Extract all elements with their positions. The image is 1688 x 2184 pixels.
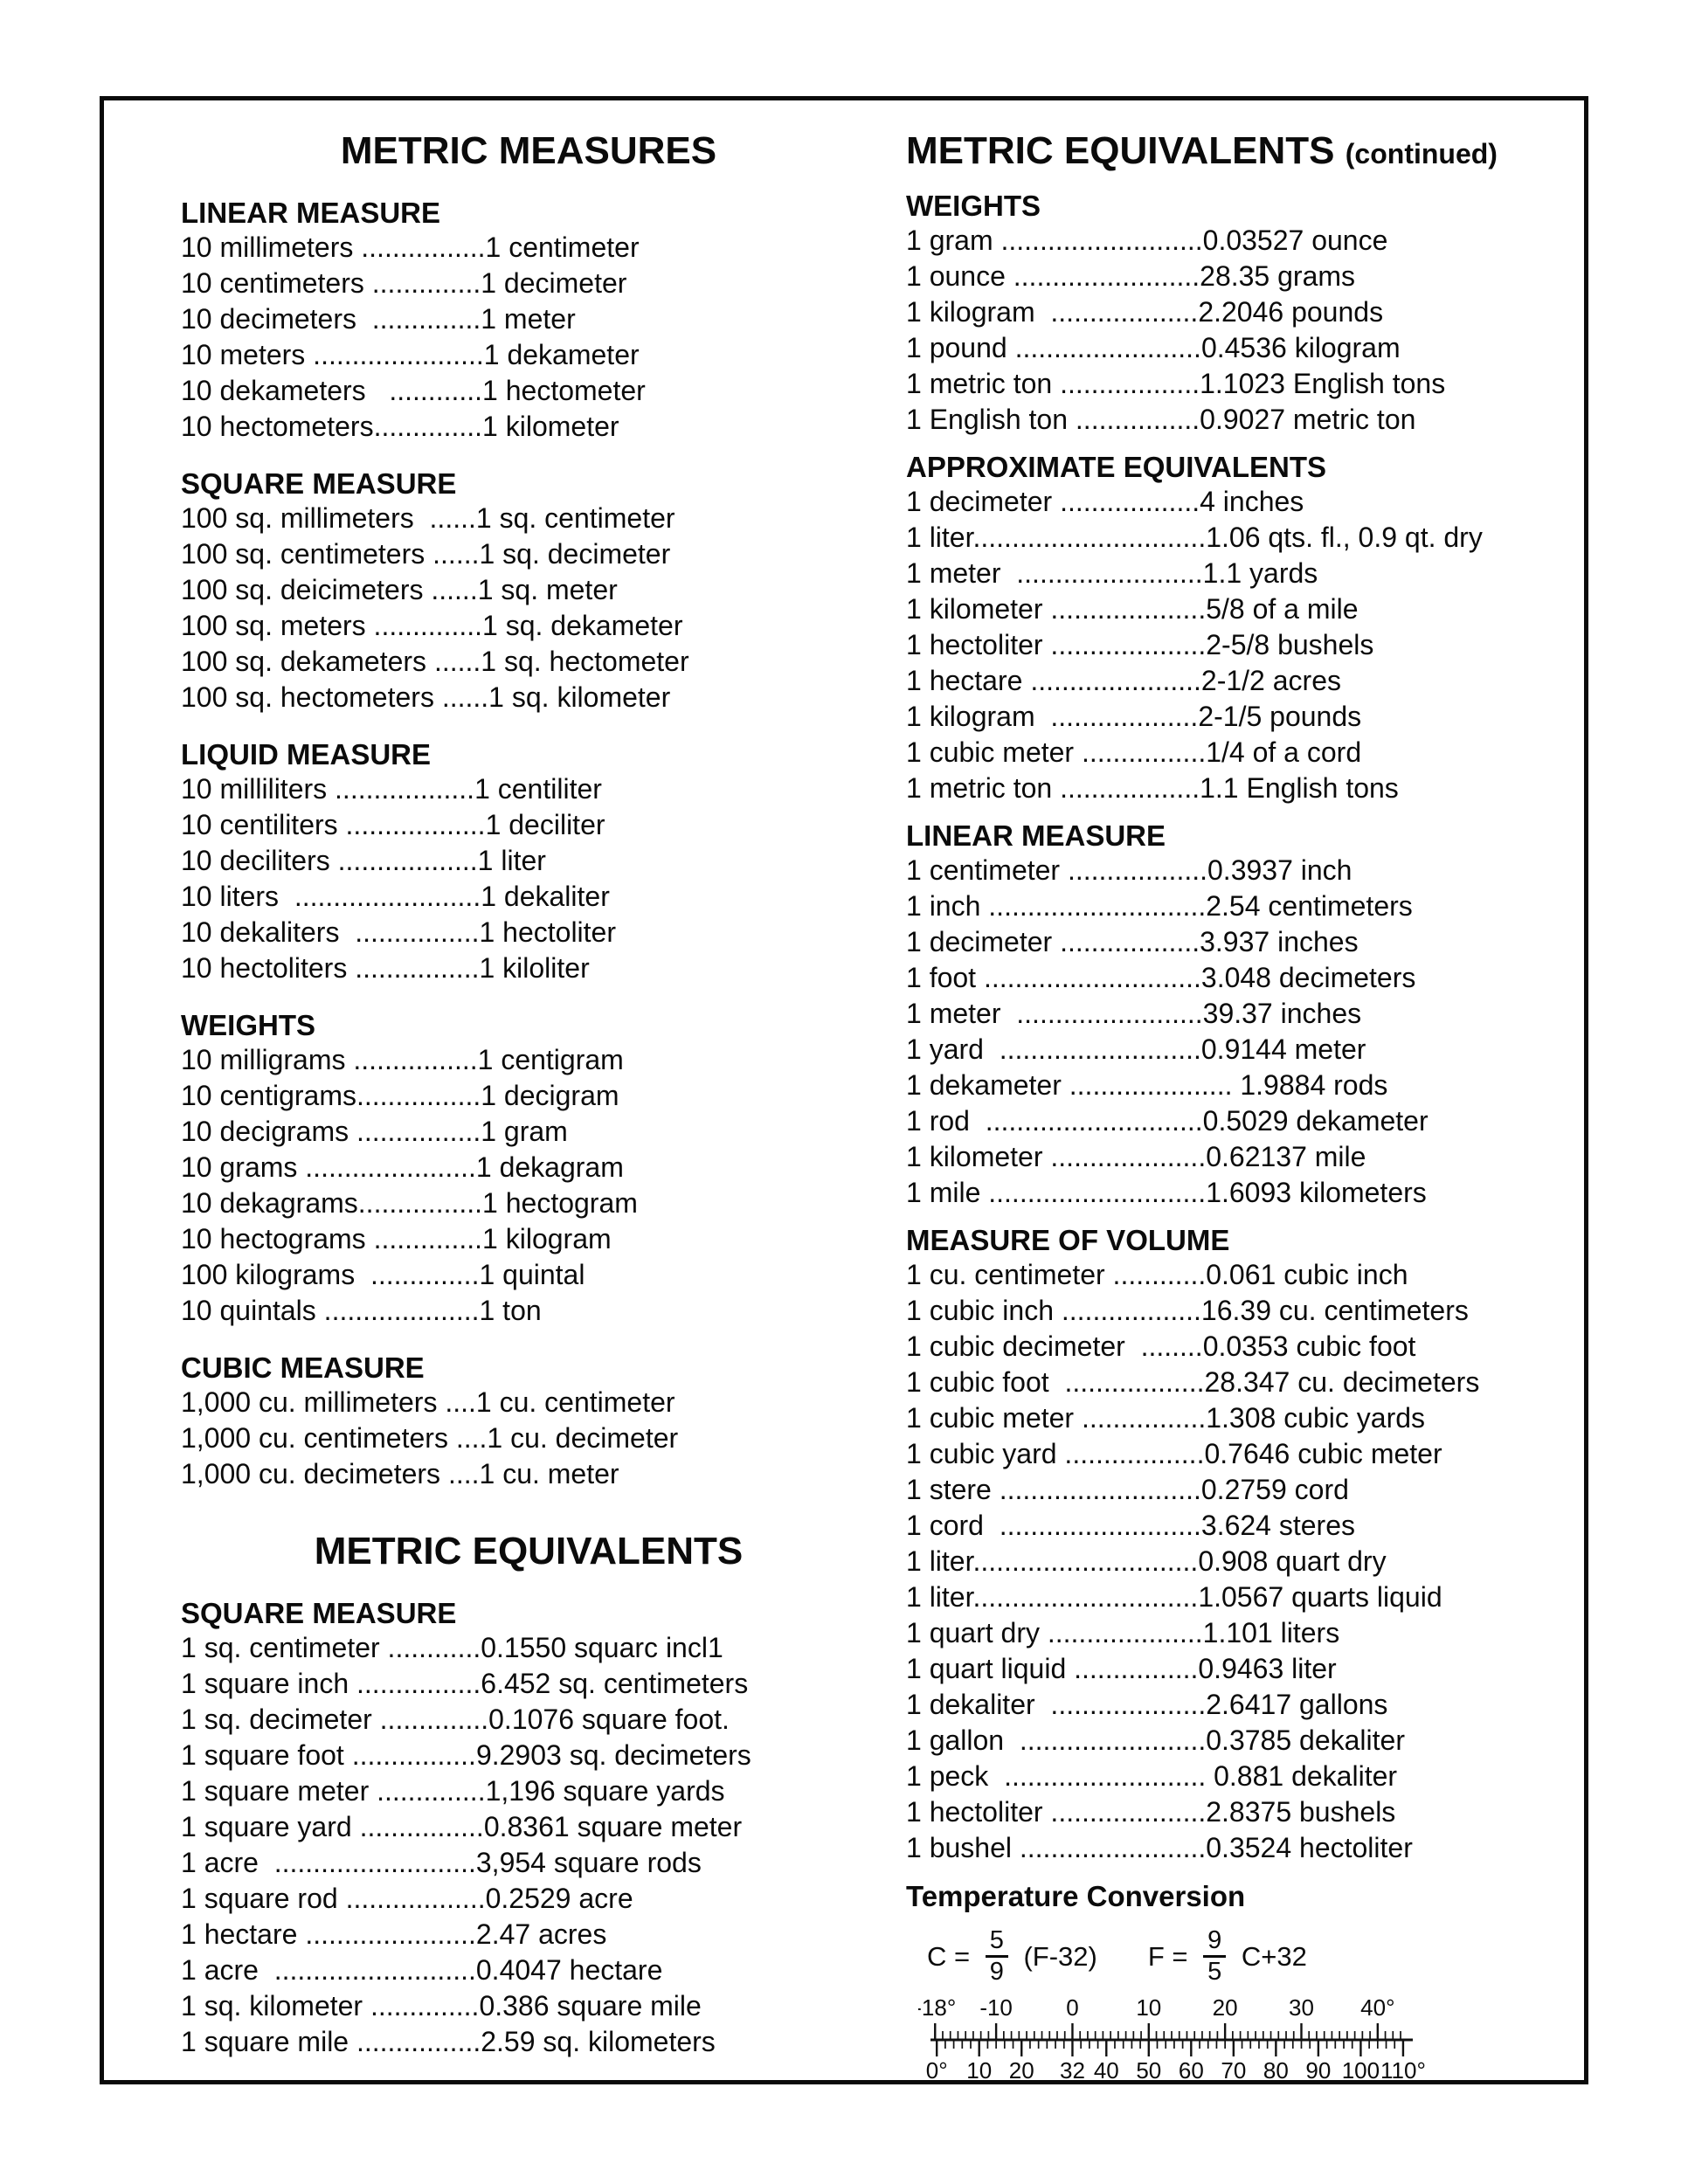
measure-row: 100 sq. deicimeters ......1 sq. meter xyxy=(181,574,618,605)
column-title xyxy=(181,1529,876,1574)
measure-row: 10 liters ........................1 dekaliter xyxy=(181,881,610,912)
fahrenheit-label: 50 xyxy=(1136,2057,1162,2084)
measure-row: 10 hectoliters ................1 kiloliter xyxy=(181,952,590,984)
section-square-measure xyxy=(181,467,876,715)
section-weights xyxy=(906,190,1586,438)
measure-row: 1 hectoliter ....................2.8375 bushels xyxy=(906,1796,1396,1828)
column-title-text: METRIC EQUIVALENTS xyxy=(314,1530,744,1572)
measure-row: 1 mile ............................1.6093 kilometers xyxy=(906,1177,1427,1208)
measure-row: 1 square yard ................0.8361 square meter xyxy=(181,1811,743,1842)
measure-row: 100 kilograms ..............1 quintal xyxy=(181,1259,585,1290)
formula-lhs: C = xyxy=(927,1940,978,1972)
section-heading: SQUARE MEASURE xyxy=(181,467,457,500)
section-liquid-measure xyxy=(181,738,876,986)
measure-row: 10 decigrams ................1 gram xyxy=(181,1116,568,1147)
measure-row: 1 centimeter ..................0.3937 inch xyxy=(906,854,1352,886)
right-column xyxy=(906,100,1586,2084)
fahrenheit-label: 40 xyxy=(1093,2057,1119,2084)
measure-row: 10 millimeters ................1 centimeter xyxy=(181,232,640,263)
measure-row: 1 kilogram ...................2.2046 pounds xyxy=(906,296,1384,328)
fahrenheit-label: 90 xyxy=(1305,2057,1332,2084)
celsius-label: -18° xyxy=(918,1994,957,2021)
section-heading: CUBIC MEASURE xyxy=(181,1351,425,1384)
celsius-label: 40° xyxy=(1360,1994,1395,2021)
measure-row: 1 kilometer ....................5/8 of a mile xyxy=(906,593,1359,625)
section-rows xyxy=(906,853,1586,1211)
fahrenheit-label: 70 xyxy=(1221,2057,1247,2084)
fahrenheit-label: 32 xyxy=(1059,2057,1085,2084)
formula-denominator: 9 xyxy=(989,1958,1004,1986)
measure-row: 10 deciliters ..................1 liter xyxy=(181,845,546,876)
measure-row: 1 square meter ..............1,196 square yards xyxy=(181,1775,725,1807)
temperature-heading: Temperature Conversion xyxy=(906,1880,1246,1912)
measure-row: 100 sq. hectometers ......1 sq. kilometer xyxy=(181,681,671,713)
formula-rhs: (F-32) xyxy=(1015,1940,1097,1972)
measure-row: 1 square foot ................9.2903 sq. decimeters xyxy=(181,1739,751,1771)
measure-row: 1 foot ............................3.048 decimeters xyxy=(906,962,1416,993)
column-title xyxy=(181,128,876,174)
measure-row: 1 English ton ................0.9027 metric ton xyxy=(906,404,1416,435)
measure-row: 1 quart liquid ................0.9463 liter xyxy=(906,1653,1337,1684)
celsius-label: 30 xyxy=(1289,1994,1314,2021)
measure-row: 1 gram ..........................0.03527 ounce xyxy=(906,225,1388,256)
measure-row: 10 decimeters ..............1 meter xyxy=(181,303,576,335)
measure-row: 1 kilogram ...................2-1/5 pounds xyxy=(906,701,1362,732)
section-heading: MEASURE OF VOLUME xyxy=(906,1224,1230,1256)
measure-row: 1 hectare ......................2.47 acres xyxy=(181,1918,607,1950)
section-heading: APPROXIMATE EQUIVALENTS xyxy=(906,451,1326,483)
measure-row: 1 cubic foot ..................28.347 cu. decimeters xyxy=(906,1366,1480,1398)
section-rows xyxy=(181,230,876,445)
formula-fraction xyxy=(986,1927,1008,1986)
section-rows xyxy=(181,1042,876,1329)
measure-row: 1 metric ton ..................1.1 English tons xyxy=(906,772,1399,804)
measure-row: 1 ounce ........................28.35 grams xyxy=(906,260,1356,292)
measure-row: 1 meter ........................39.37 inches xyxy=(906,998,1362,1029)
column-title-text: METRIC MEASURES xyxy=(340,129,717,172)
section-rows xyxy=(906,484,1586,806)
measure-row: 1 peck .......................... 0.881 dekaliter xyxy=(906,1760,1398,1792)
measure-row: 1 decimeter ..................3.937 inches xyxy=(906,926,1359,957)
fahrenheit-label: 60 xyxy=(1178,2057,1204,2084)
measure-row: 10 hectometers..............1 kilometer xyxy=(181,411,619,442)
fahrenheit-label: 0° xyxy=(925,2057,948,2084)
section-rows xyxy=(181,1630,876,2060)
temperature-formula xyxy=(1148,1927,1307,1986)
fahrenheit-label: 10 xyxy=(966,2057,993,2084)
celsius-label: 10 xyxy=(1136,1994,1162,2021)
formula-lhs: F = xyxy=(1147,1940,1196,1972)
section-rows xyxy=(181,771,876,986)
temperature-formulas xyxy=(927,1927,1586,1986)
measure-row: 10 hectograms ..............1 kilogram xyxy=(181,1223,612,1254)
measure-row: 1 dekaliter ....................2.6417 gallons xyxy=(906,1689,1388,1720)
measure-row: 1 rod ............................0.5029 dekameter xyxy=(906,1105,1429,1137)
left-column xyxy=(181,100,876,2080)
measure-row: 10 dekameters ............1 hectometer xyxy=(181,375,646,406)
measure-row: 1 liter..............................1.06 qts. fl., 0.9 qt. dry xyxy=(906,522,1483,553)
measure-row: 10 centiliters ..................1 deciliter xyxy=(181,809,605,840)
measure-row: 10 centigrams................1 decigram xyxy=(181,1080,619,1111)
celsius-label: 20 xyxy=(1212,1994,1238,2021)
measure-row: 10 milligrams ................1 centigram xyxy=(181,1044,624,1075)
section-approximate-equivalents xyxy=(906,451,1586,806)
measure-row: 1 dekameter ..................... 1.9884 rods xyxy=(906,1069,1388,1101)
measure-row: 100 sq. millimeters ......1 sq. centimeter xyxy=(181,502,675,534)
section-heading: LINEAR MEASURE xyxy=(906,819,1166,852)
measure-row: 1 liter.............................0.908 quart dry xyxy=(906,1545,1387,1577)
measure-row: 100 sq. meters ..............1 sq. dekameter xyxy=(181,610,683,641)
measure-row: 1,000 cu. decimeters ....1 cu. meter xyxy=(181,1458,619,1489)
fahrenheit-label: 80 xyxy=(1263,2057,1289,2084)
measure-row: 1 square inch ................6.452 sq. centimeters xyxy=(181,1668,749,1699)
measure-row: 10 quintals ....................1 ton xyxy=(181,1295,542,1326)
measure-row: 10 grams ......................1 dekagram xyxy=(181,1151,624,1183)
measure-row: 1 cubic decimeter ........0.0353 cubic foot xyxy=(906,1330,1416,1362)
measure-row: 1 sq. kilometer ..............0.386 square mile xyxy=(181,1990,702,2022)
section-square-measure xyxy=(181,1597,876,2060)
measure-row: 1 sq. centimeter ............0.1550 squarc incl1 xyxy=(181,1632,723,1663)
measure-row: 1 stere ..........................0.2759 cord xyxy=(906,1474,1349,1505)
measure-row: 1 acre ..........................0.4047 hectare xyxy=(181,1954,663,1986)
section-cubic-measure xyxy=(181,1351,876,1492)
section-heading: WEIGHTS xyxy=(906,190,1041,222)
section-heading: LIQUID MEASURE xyxy=(181,738,432,771)
section-rows xyxy=(181,1385,876,1492)
measure-row: 1 hectoliter ....................2-5/8 bushels xyxy=(906,629,1374,660)
measure-row: 1 cord ..........................3.624 steres xyxy=(906,1510,1355,1541)
measure-row: 1 bushel ........................0.3524 hectoliter xyxy=(906,1832,1413,1863)
content-frame xyxy=(100,96,1588,2084)
measure-row: 1 meter ........................1.1 yards xyxy=(906,557,1318,589)
celsius-label: 0 xyxy=(1066,1994,1079,2021)
temperature-scale-ruler xyxy=(918,1993,1425,2084)
measure-row: 1 kilometer ....................0.62137 mile xyxy=(906,1141,1366,1172)
measure-row: 100 sq. centimeters ......1 sq. decimeter xyxy=(181,538,671,570)
measure-row: 1 yard ..........................0.9144 meter xyxy=(906,1033,1366,1065)
section-rows xyxy=(906,223,1586,438)
measure-row: 1,000 cu. millimeters ....1 cu. centimeter xyxy=(181,1386,675,1418)
fahrenheit-label: 110° xyxy=(1380,2057,1425,2084)
measure-row: 1 quart dry ....................1.101 liters xyxy=(906,1617,1340,1648)
section-heading: WEIGHTS xyxy=(181,1009,315,1041)
formula-fraction xyxy=(1203,1927,1226,1986)
section-weights xyxy=(181,1009,876,1329)
section-rows xyxy=(181,501,876,715)
formula-denominator: 5 xyxy=(1207,1958,1222,1986)
temperature-formula xyxy=(927,1927,1097,1986)
column-title-suffix: (continued) xyxy=(1345,138,1498,169)
measure-row: 1 sq. decimeter ..............0.1076 square foot. xyxy=(181,1704,730,1735)
measure-row: 1 cubic inch ..................16.39 cu. centimeters xyxy=(906,1295,1469,1326)
column-title-text: METRIC EQUIVALENTS xyxy=(906,129,1335,172)
section-measure-of-volume xyxy=(906,1224,1586,1866)
section-rows xyxy=(906,1257,1586,1866)
measure-row: 1 cu. centimeter ............0.061 cubic inch xyxy=(906,1259,1408,1290)
fahrenheit-label: 100 xyxy=(1341,2057,1380,2084)
measure-row: 1 acre ..........................3,954 square rods xyxy=(181,1847,702,1878)
measure-row: 10 milliliters ..................1 centiliter xyxy=(181,773,602,805)
measure-row: 1 hectare ......................2-1/2 acres xyxy=(906,665,1341,696)
measure-row: 10 dekaliters ................1 hectoliter xyxy=(181,916,616,948)
section-linear-measure xyxy=(181,197,876,445)
section-temperature-conversion xyxy=(906,1880,1586,2088)
measure-row: 1 liter.............................1.0567 quarts liquid xyxy=(906,1581,1442,1613)
measure-row: 1 metric ton ..................1.1023 English tons xyxy=(906,368,1446,399)
measure-row: 10 meters ......................1 dekameter xyxy=(181,339,640,370)
measure-row: 100 sq. dekameters ......1 sq. hectometer xyxy=(181,646,689,677)
measure-row: 1 cubic yard ..................0.7646 cubic meter xyxy=(906,1438,1442,1469)
column-title xyxy=(906,128,1586,176)
temperature-ruler xyxy=(918,1993,1586,2088)
measure-row: 1 cubic meter ................1.308 cubic yards xyxy=(906,1402,1426,1434)
measure-row: 1 inch ............................2.54 centimeters xyxy=(906,890,1413,922)
formula-rhs: C+32 xyxy=(1234,1940,1307,1972)
celsius-label: -10 xyxy=(979,1994,1013,2021)
measure-row: 10 dekagrams................1 hectogram xyxy=(181,1187,638,1219)
measure-row: 1 pound ........................0.4536 kilogram xyxy=(906,332,1401,363)
section-heading: LINEAR MEASURE xyxy=(181,197,441,229)
measure-row: 1,000 cu. centimeters ....1 cu. decimeter xyxy=(181,1422,679,1454)
measure-row: 10 centimeters ..............1 decimeter xyxy=(181,267,627,299)
measure-row: 1 cubic meter ................1/4 of a cord xyxy=(906,736,1362,768)
measure-row: 1 square rod ..................0.2529 acre xyxy=(181,1883,633,1914)
fahrenheit-label: 20 xyxy=(1008,2057,1034,2084)
measure-row: 1 square mile ................2.59 sq. kilometers xyxy=(181,2026,716,2057)
measure-row: 1 gallon ........................0.3785 dekaliter xyxy=(906,1724,1405,1756)
section-heading: SQUARE MEASURE xyxy=(181,1597,457,1629)
formula-numerator: 5 xyxy=(986,1927,1008,1958)
section-linear-measure xyxy=(906,819,1586,1211)
measure-row: 1 decimeter ..................4 inches xyxy=(906,486,1304,517)
formula-numerator: 9 xyxy=(1203,1927,1226,1958)
